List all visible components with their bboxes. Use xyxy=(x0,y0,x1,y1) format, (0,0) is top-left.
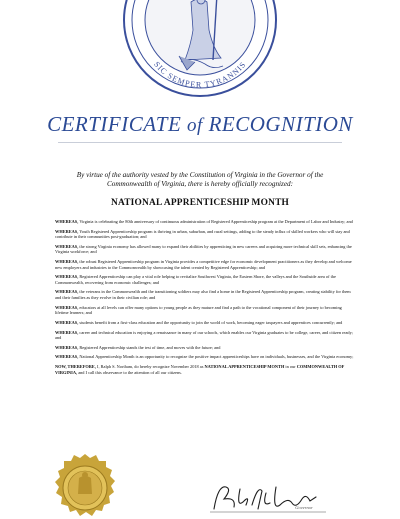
state-seal-emblem xyxy=(121,0,279,98)
recognition-heading: NATIONAL APPRENTICESHIP MONTH xyxy=(110,198,290,208)
closing-clause: NOW, THEREFORE, I, Ralph S. Northam, do hereby recognize November 2018 as NATIONAL APPRENTICESHIP MONTH in our COMMONWEALTH OF VIRGINIA, and I call this observance to the attention of all our citizens. xyxy=(55,364,345,375)
signature-title: Governor xyxy=(295,505,313,510)
whereas-clause: WHEREAS, the strong Virginia economy has allowed many to expand their abilities by apprenticing in new careers and acquiring more technical skill sets, enhancing the Virginia workforce; and xyxy=(55,243,352,255)
title-suffix: RECOGNITION xyxy=(208,112,353,136)
whereas-clause: WHEREAS, Registered Apprenticeship can play a vital role helping to revitalize Southwest Virginia, the Eastern Shore, the valleys and the Southside area of the Commonwealth, recovering from economic challenges; and xyxy=(55,274,336,285)
whereas-clause: WHEREAS, the robust Registered Apprenticeship program in Virginia provides a competitive edge for economic development practitioners as they develop and welcome new employers and industries to the Commonwealth by showcasing the talent created by Registered Apprenticeship; and xyxy=(55,259,352,270)
whereas-clause: WHEREAS, National Apprenticeship Month is an opportunity to recognize the positive impact apprenticeships have on individuals, businesses, and the Virginia economy; xyxy=(55,354,354,360)
gold-seal-icon xyxy=(46,449,124,519)
whereas-clause: WHEREAS, career and technical education is enjoying a renaissance in many of our schools, which enables our Virginia graduates to be college, career, and citizen ready; and xyxy=(55,329,353,340)
whereas-clause: WHEREAS, educators at all levels can offer many options to young people as they mature and find a path to the vocational component of their journey to becoming lifetime learners; and xyxy=(55,304,342,316)
whereas-clause: WHEREAS, students benefit from a first-class education and the opportunity to join the world of work, becoming eager taxpayers and apprentices concurrently; and xyxy=(55,319,343,325)
whereas-clause: WHEREAS, Registered Apprenticeship stands the test of time, and moves with the future; and xyxy=(55,344,221,350)
whereas-clause: WHEREAS, Youth Registered Apprenticeship program is thriving in urban, suburban, and rural settings, adding to the steady influx of skilled workers who will stay and contribute in their communities post-graduation; and xyxy=(55,228,350,240)
seal-motto: SIC SEMPER TYRANNIS xyxy=(152,59,248,90)
title-divider xyxy=(58,142,342,143)
whereas-clause: WHEREAS, the veterans in the Commonwealth and the transitioning soldiers may also find a home in the Registered Apprenticeship program, creating stability for them and their families as they evolve in their civilian role; and xyxy=(55,289,351,300)
certificate-title xyxy=(0,112,400,137)
whereas-clauses xyxy=(55,219,355,379)
title-of: of xyxy=(187,115,203,136)
title-prefix: CERTIFICATE xyxy=(47,112,182,136)
intro-text: By virtue of the authority vested by the Constitution of Virginia in the Governor of the Commonwealth of Virginia, there is hereby officially recognized: xyxy=(76,171,324,188)
whereas-clause: WHEREAS, Virginia is celebrating the 80th anniversary of continuous administration of Registered Apprenticeship program at the Department of Labor and Industry; and xyxy=(55,219,353,224)
